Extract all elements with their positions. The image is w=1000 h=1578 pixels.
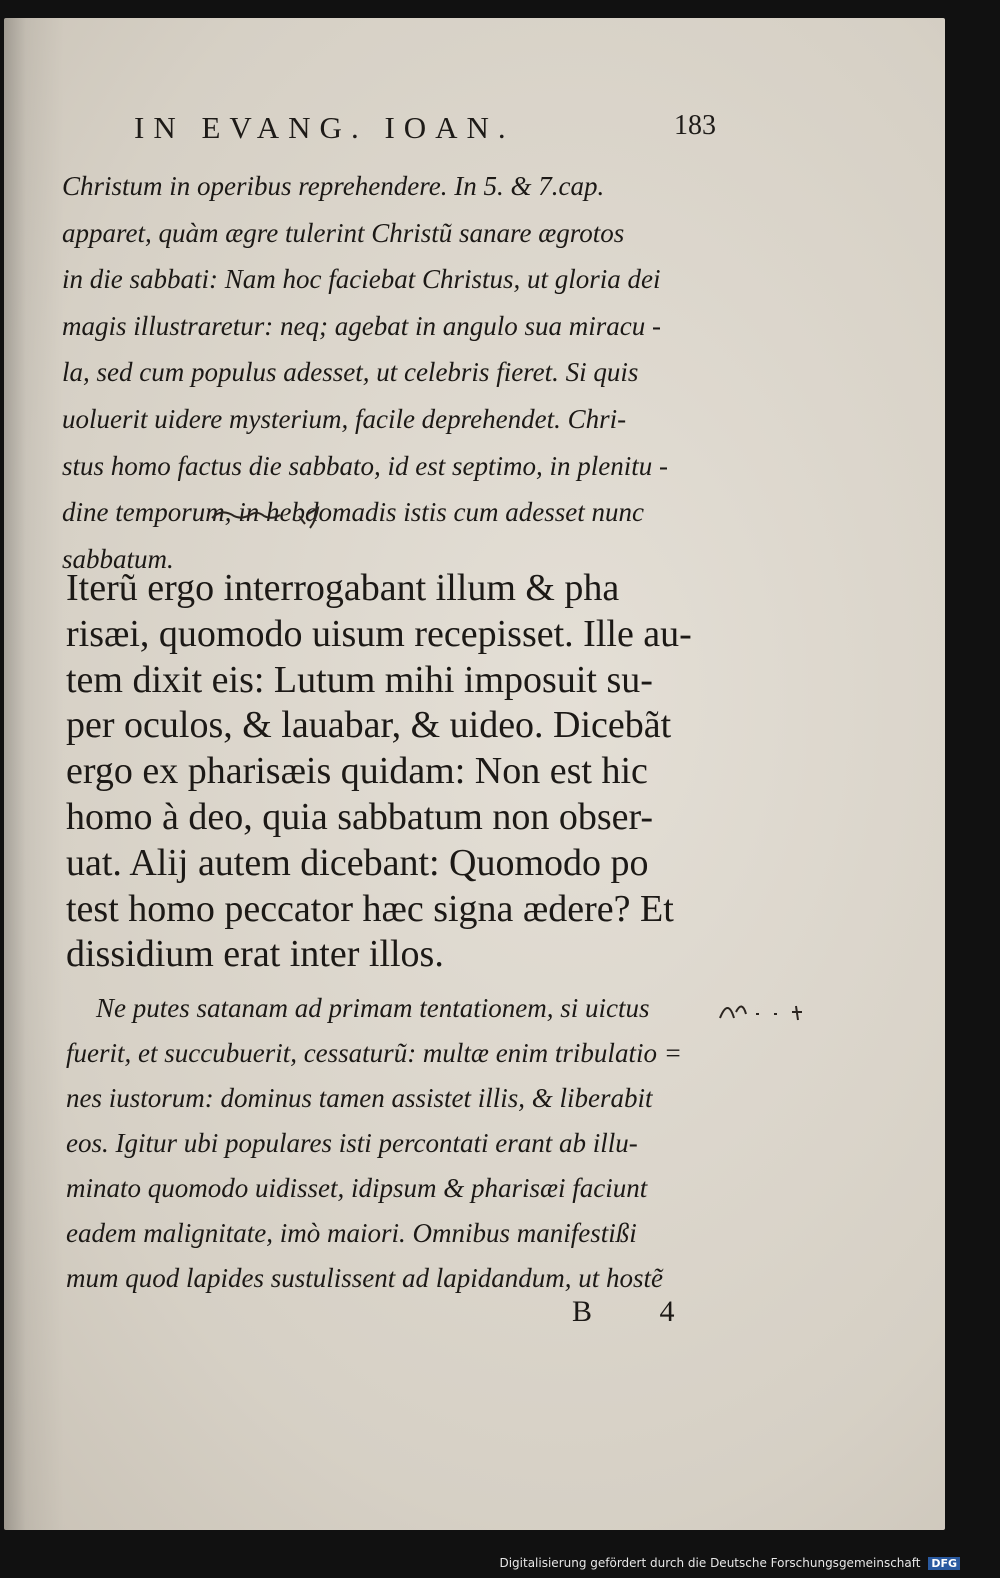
- dfg-logo: DFG: [928, 1557, 960, 1570]
- text-line: per oculos, & lauabar, & uideo. Dicebãt: [66, 704, 672, 747]
- text-line: fuerit, et succubuerit, cessaturũ: multæ enim tribulatio =: [66, 1038, 682, 1068]
- text-line: eadem malignitate, imò maiori. Omnibus manifestißi: [66, 1218, 637, 1248]
- text-line: stus homo factus die sabbato, id est septimo, in plenitu -: [62, 450, 668, 481]
- scripture-passage: [66, 566, 756, 978]
- footer-credit: [499, 1556, 960, 1570]
- running-title: IN EVANG. IOAN.: [134, 110, 515, 145]
- text-line: Ne putes satanam ad primam tentationem, si uictus: [96, 993, 650, 1023]
- text-line: dine temporum, in hebdomadis istis cum adesset nunc: [62, 497, 644, 528]
- text-line: uoluerit uidere mysterium, facile deprehendet. Chri-: [62, 403, 627, 434]
- text-line: eos. Igitur ubi populares isti percontati erant ab illu-: [66, 1128, 638, 1158]
- page-number: 183: [674, 110, 716, 141]
- text-line: uat. Alij autem dicebant: Quomodo po: [66, 841, 649, 884]
- footer-text: Digitalisierung gefördert durch die Deutsche Forschungsgemeinschaft: [499, 1556, 921, 1570]
- text-line: homo à deo, quia sabbatum non obser-: [66, 795, 654, 838]
- commentary-top: [62, 163, 752, 582]
- text-line: apparet, quàm ægre tulerint Christũ sanare ægrotos: [62, 217, 625, 248]
- text-line: ergo ex pharisæis quidam: Non est hic: [66, 750, 648, 793]
- text-line: test homo peccator hæc signa ædere? Et: [66, 887, 674, 930]
- text-line: la, sed cum populus adesset, ut celebris fieret. Si quis: [62, 357, 639, 388]
- text-line: in die sabbati: Nam hoc faciebat Christus, ut gloria dei: [62, 264, 661, 295]
- text-line: tem dixit eis: Lutum mihi imposuit su-: [66, 658, 653, 701]
- text-line: dissidium erat inter illos.: [66, 933, 444, 976]
- book-page: [4, 18, 945, 1530]
- handwritten-squiggle-icon: [204, 496, 334, 536]
- margin-note-icon: [716, 988, 836, 1028]
- text-line: minato quomodo uidisset, idipsum & pharisæi faciunt: [66, 1173, 648, 1203]
- text-line: mum quod lapides sustulissent ad lapidandum, ut hostẽ: [66, 1263, 664, 1293]
- text-line: Christum in operibus reprehendere. In 5. & 7.cap.: [62, 171, 605, 201]
- text-line: sabbatum.: [62, 543, 174, 574]
- text-line: risæi, quomodo uisum recepisset. Ille au-: [66, 612, 692, 655]
- commentary-bottom: [66, 986, 756, 1301]
- text-line: nes iustorum: dominus tamen assistet illis, & liberabit: [66, 1083, 653, 1113]
- text-line: magis illustraretur: neq; agebat in angulo sua miracu -: [62, 310, 661, 341]
- signature-mark: B 4: [572, 1295, 705, 1328]
- text-line: Iterũ ergo interrogabant illum & pha: [66, 567, 620, 609]
